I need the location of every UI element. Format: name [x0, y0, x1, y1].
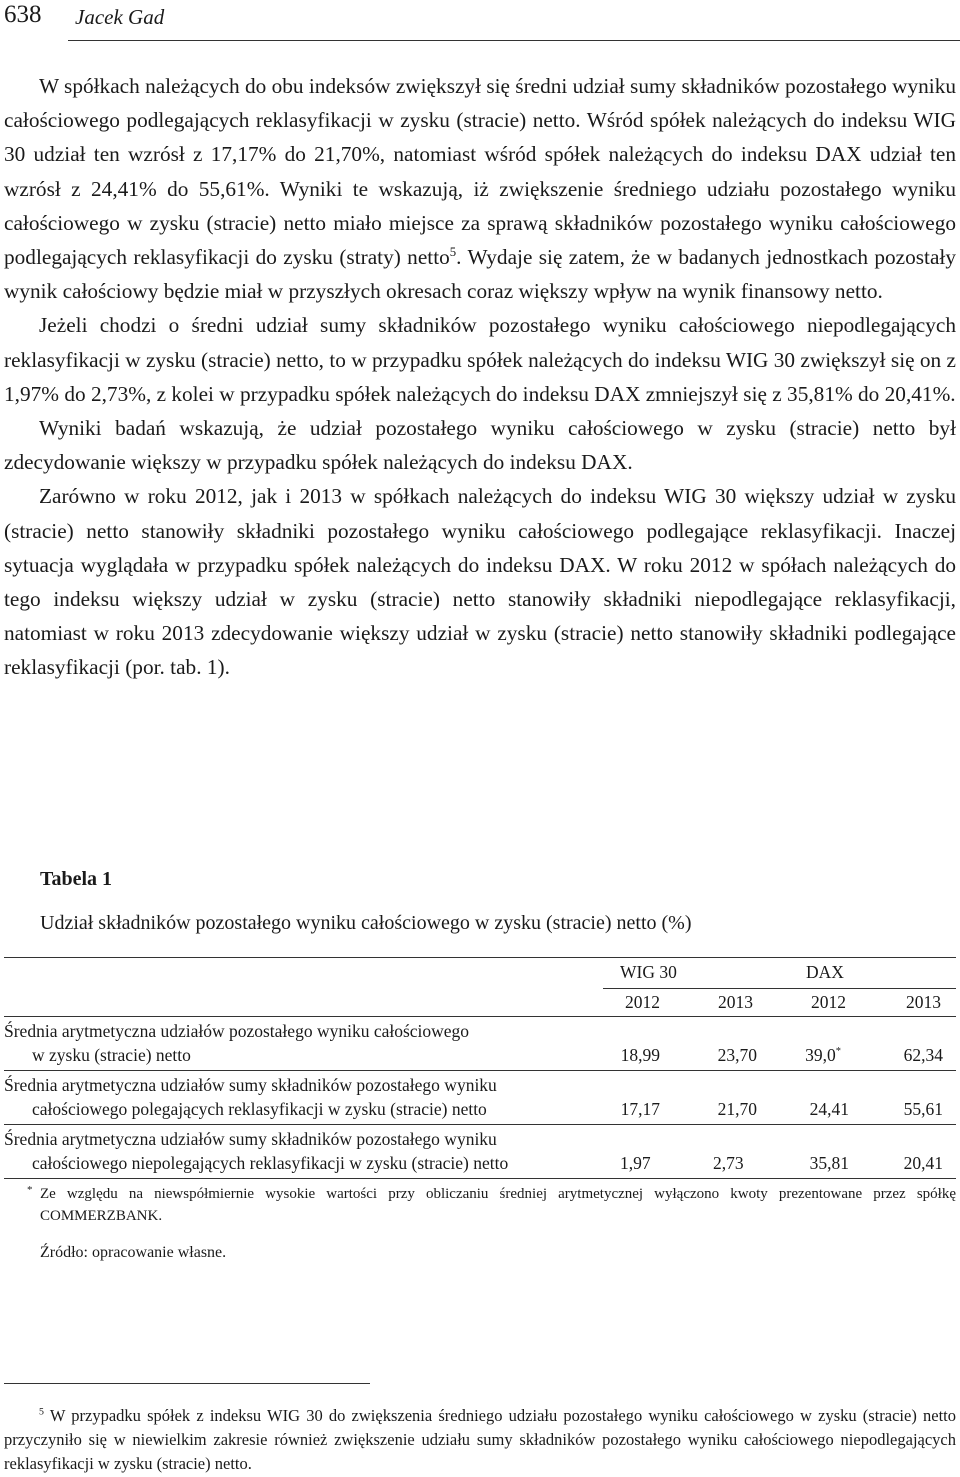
- table-group-wig30: WIG 30: [620, 962, 677, 982]
- paragraph-1-tail: . Wydaje się zatem, że w badanych jednostkach pozostały wynik całościowy będzie miał w przyszłych okresach coraz większy wpływ na wynik finansowy netto.: [4, 245, 956, 304]
- table-year: 2012: [811, 992, 846, 1012]
- table-row-label: całościowego polegających reklasyfikacji w zysku (stracie) netto: [32, 1099, 487, 1119]
- table-note-text: Ze względu na niewspółmiernie wysokie wartości przy obliczaniu średniej arytmetycznej wyłączono kwoty prezentowane przez spółkę COMMERZBANK.: [40, 1186, 956, 1224]
- table-cell: 21,70: [717, 1099, 757, 1119]
- table-note-mark: *: [27, 1184, 33, 1196]
- footnote-rule: [4, 1383, 370, 1384]
- table-bottom-rule: [4, 1178, 956, 1179]
- table-group-rule: [603, 988, 956, 989]
- table-row-label: Średnia arytmetyczna udziałów sumy składników pozostałego wyniku: [4, 1129, 497, 1149]
- table-cell: 2,73: [713, 1153, 744, 1173]
- table-row-rule-2: [4, 1124, 956, 1125]
- table-cell: 35,81: [809, 1153, 849, 1173]
- header-rule: [68, 40, 960, 41]
- table-cell: 18,99: [620, 1045, 660, 1065]
- table-row-label: Średnia arytmetyczna udziałów sumy składników pozostałego wyniku: [4, 1075, 497, 1095]
- footnote-number: 5: [39, 1406, 44, 1418]
- table-cell: 55,61: [903, 1099, 943, 1119]
- table-label: Tabela 1: [40, 868, 113, 890]
- table-note: [27, 1183, 956, 1227]
- table-row-label: całościowego niepolegających reklasyfikacji w zysku (stracie) netto: [32, 1153, 509, 1173]
- table-year: 2012: [625, 992, 660, 1012]
- table-cell-value: 39,0: [805, 1045, 836, 1065]
- running-author: Jacek Gad: [75, 5, 165, 29]
- table-cell: 62,34: [903, 1045, 943, 1065]
- table-header-rule: [4, 1016, 956, 1017]
- footnote-text: W przypadku spółek z indeksu WIG 30 do zwiększenia średniego udziału pozostałego wyniku całościowego w zysku (stracie) netto przyczyniło się w niewielkim zakresie również zwiększenie udziału sumy składników pozostałego wyniku całościowego niepodlegających reklasyfikacji w zysku (stracie) netto.: [4, 1406, 957, 1473]
- footnote-ref[interactable]: 5: [449, 244, 457, 259]
- table-year: 2013: [718, 992, 753, 1012]
- table-source: Źródło: opracowanie własne.: [40, 1244, 227, 1261]
- paragraph-3: Wyniki badań wskazują, że udział pozostałego wyniku całościowego w zysku (stracie) netto był zdecydowanie większy w przypadku spółek należących do indeksu DAX.: [4, 416, 956, 475]
- table-cell: 23,70: [717, 1045, 757, 1065]
- body-text: [4, 69, 956, 685]
- table-caption: Udział składników pozostałego wyniku całościowego w zysku (stracie) netto (%): [40, 912, 692, 934]
- footnote-5: [4, 1404, 956, 1476]
- paragraph-2: Jeżeli chodzi o średni udział sumy składników pozostałego wyniku całościowego niepodlegających reklasyfikacji w zysku (stracie) netto, to w przypadku spółek należących do indeksu WIG 30 zwiększył się on z 1,97% do 2,73%, z kolei w przypadku spółek należących do indeksu DAX zmniejszył się z 35,81% do 20,41%.: [4, 313, 956, 406]
- table-top-rule: [4, 957, 956, 958]
- page-number: 638: [4, 1, 42, 28]
- footnote: [4, 1404, 956, 1476]
- paragraph-4: Zarówno w roku 2012, jak i 2013 w spółkach należących do indeksu WIG 30 większy udział w zysku (stracie) netto stanowiły składniki pozostałego wyniku całościowego podlegające reklasyfikacji. Inaczej sytuacja wyglądała w przypadku spółek należących do indeksu DAX. W roku 2012 w spółach należących do tego indeksu większy udział w zysku (stracie) netto stanowiły składniki niepodlegające reklasyfikacji, natomiast w roku 2013 zdecydowanie większy udział w zysku (stracie) netto stanowiły składniki podlegające reklasyfikacji (por. tab. 1).: [4, 484, 956, 680]
- running-header: [0, 0, 960, 40]
- table-row-label: w zysku (stracie) netto: [32, 1045, 191, 1065]
- table-cell-mark: *: [835, 1046, 841, 1058]
- table-row-rule-1: [4, 1070, 956, 1071]
- table-year: 2013: [906, 992, 941, 1012]
- table-cell: [786, 1044, 841, 1066]
- table-cell: 20,41: [903, 1153, 943, 1173]
- table-cell: 1,97: [620, 1153, 651, 1173]
- paragraph-1: [4, 69, 956, 308]
- table-cell: 24,41: [809, 1099, 849, 1119]
- table-cell: 17,17: [620, 1099, 660, 1119]
- table-group-dax: DAX: [806, 962, 844, 982]
- paragraph-1-text: W spółkach należących do obu indeksów zwiększył się średni udział sumy składników pozostałego wyniku całościowego podlegających reklasyfikacji w zysku (stracie) netto. Wśród spółek należących do indeksu WIG 30 udział ten wzrósł z 17,17% do 21,70%, natomiast wśród spółek należących do indeksu DAX udział ten wzrósł z 24,41% do 55,61%. Wyniki te wskazują, iż zwiększenie średniego udziału pozostałego wyniku całościowego w zysku (stracie) netto miało miejsce za sprawą składników pozostałego wyniku całościowego podlegających reklasyfikacji do zysku (straty) netto: [4, 74, 956, 270]
- table-row-label: Średnia arytmetyczna udziałów pozostałego wyniku całościowego: [4, 1021, 470, 1041]
